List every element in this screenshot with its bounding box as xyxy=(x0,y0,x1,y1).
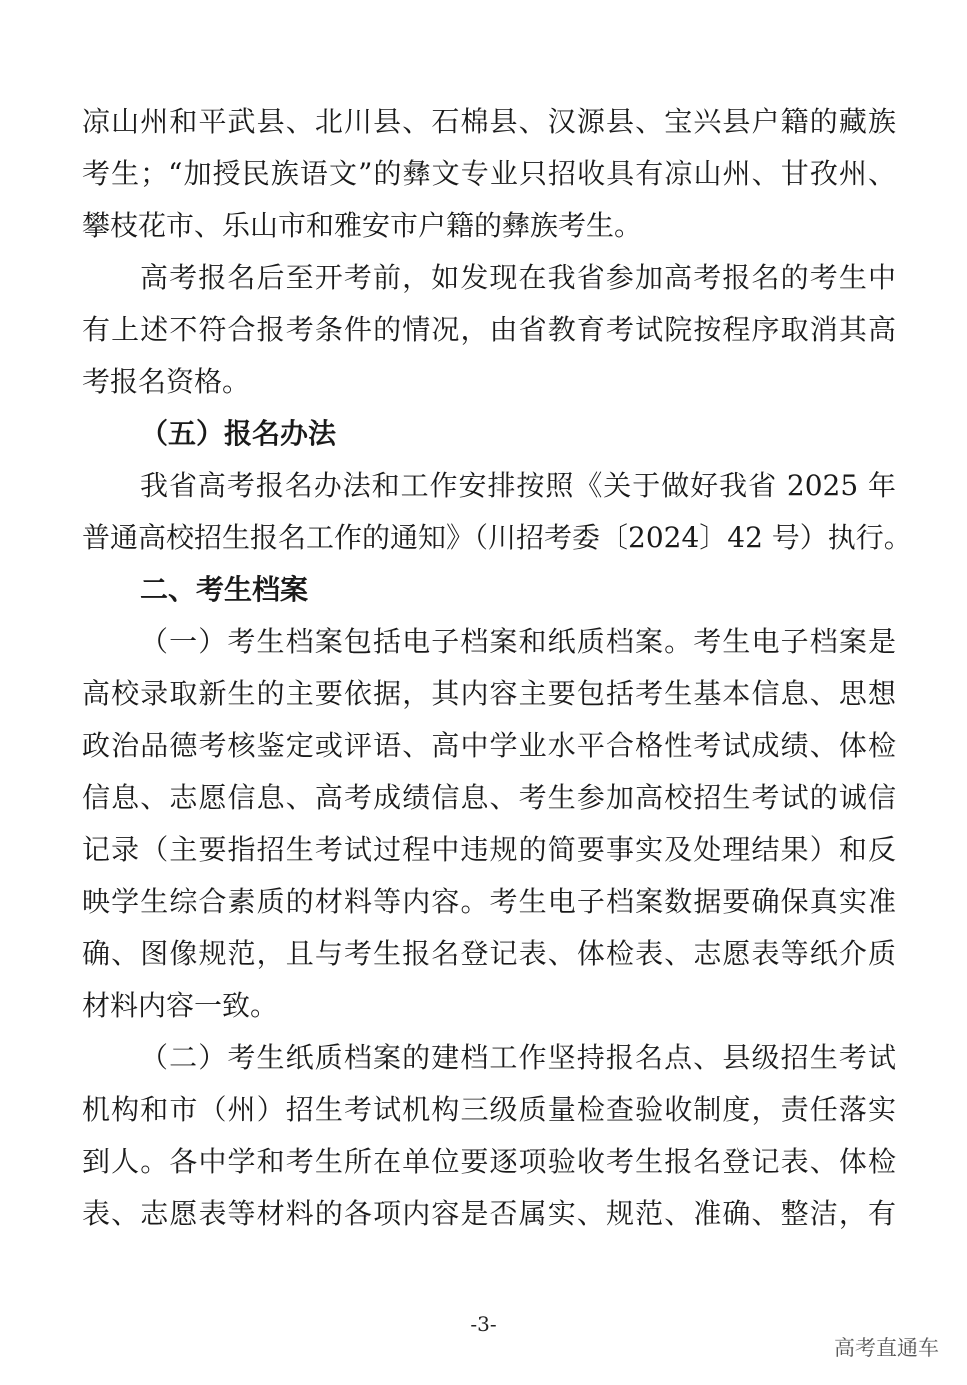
watermark: 高考直通车 xyxy=(834,1336,939,1360)
paragraph-line: 机构和市（州）招生考试机构三级质量检查验收制度，责任落实 xyxy=(82,1093,896,1126)
paragraph-line: 材料内容一致。 xyxy=(82,989,279,1022)
page-number: -3- xyxy=(470,1312,497,1336)
paragraph-line: 信息、志愿信息、高考成绩信息、考生参加高校招生考试的诚信 xyxy=(82,781,896,814)
paragraph-line: 到人。各中学和考生所在单位要逐项验收考生报名登记表、体检 xyxy=(82,1145,896,1178)
paragraph-line: 高校录取新生的主要依据，其内容主要包括考生基本信息、思想 xyxy=(82,677,896,710)
paragraph-line: 凉山州和平武县、北川县、石棉县、汉源县、宝兴县户籍的藏族 xyxy=(82,105,896,138)
paragraph-line: （一）考生档案包括电子档案和纸质档案。考生电子档案是 xyxy=(140,625,896,658)
paragraph-line: 表、志愿表等材料的各项内容是否属实、规范、准确、整洁，有 xyxy=(82,1197,896,1230)
paragraph-line: 映学生综合素质的材料等内容。考生电子档案数据要确保真实准 xyxy=(82,885,896,918)
document-body xyxy=(82,96,912,1240)
paragraph-line: 考生；“加授民族语文”的彝文专业只招收具有凉山州、甘孜州、 xyxy=(82,157,896,190)
paragraph-line: 高考报名后至开考前，如发现在我省参加高考报名的考生中 xyxy=(140,261,896,294)
paragraph-line: 记录（主要指招生考试过程中违规的简要事实及处理结果）和反 xyxy=(82,833,896,866)
paragraph-line: 确、图像规范，且与考生报名登记表、体检表、志愿表等纸介质 xyxy=(82,937,896,970)
paragraph-line: 考报名资格。 xyxy=(82,365,251,398)
paragraph-line: 有上述不符合报考条件的情况，由省教育考试院按程序取消其高 xyxy=(82,313,896,346)
section-heading: 二、考生档案 xyxy=(140,573,309,606)
paragraph-line: （二）考生纸质档案的建档工作坚持报名点、县级招生考试 xyxy=(140,1041,896,1074)
paragraph-line: 攀枝花市、乐山市和雅安市户籍的彝族考生。 xyxy=(82,209,643,242)
section-subheading: （五）报名办法 xyxy=(140,417,337,450)
paragraph-line: 政治品德考核鉴定或评语、高中学业水平合格性考试成绩、体检 xyxy=(82,729,896,762)
paragraph-line: 我省高考报名办法和工作安排按照《关于做好我省 2025 年 xyxy=(140,469,896,502)
paragraph-line: 普通高校招生报名工作的通知》（川招考委〔2024〕42 号）执行。 xyxy=(82,521,912,554)
